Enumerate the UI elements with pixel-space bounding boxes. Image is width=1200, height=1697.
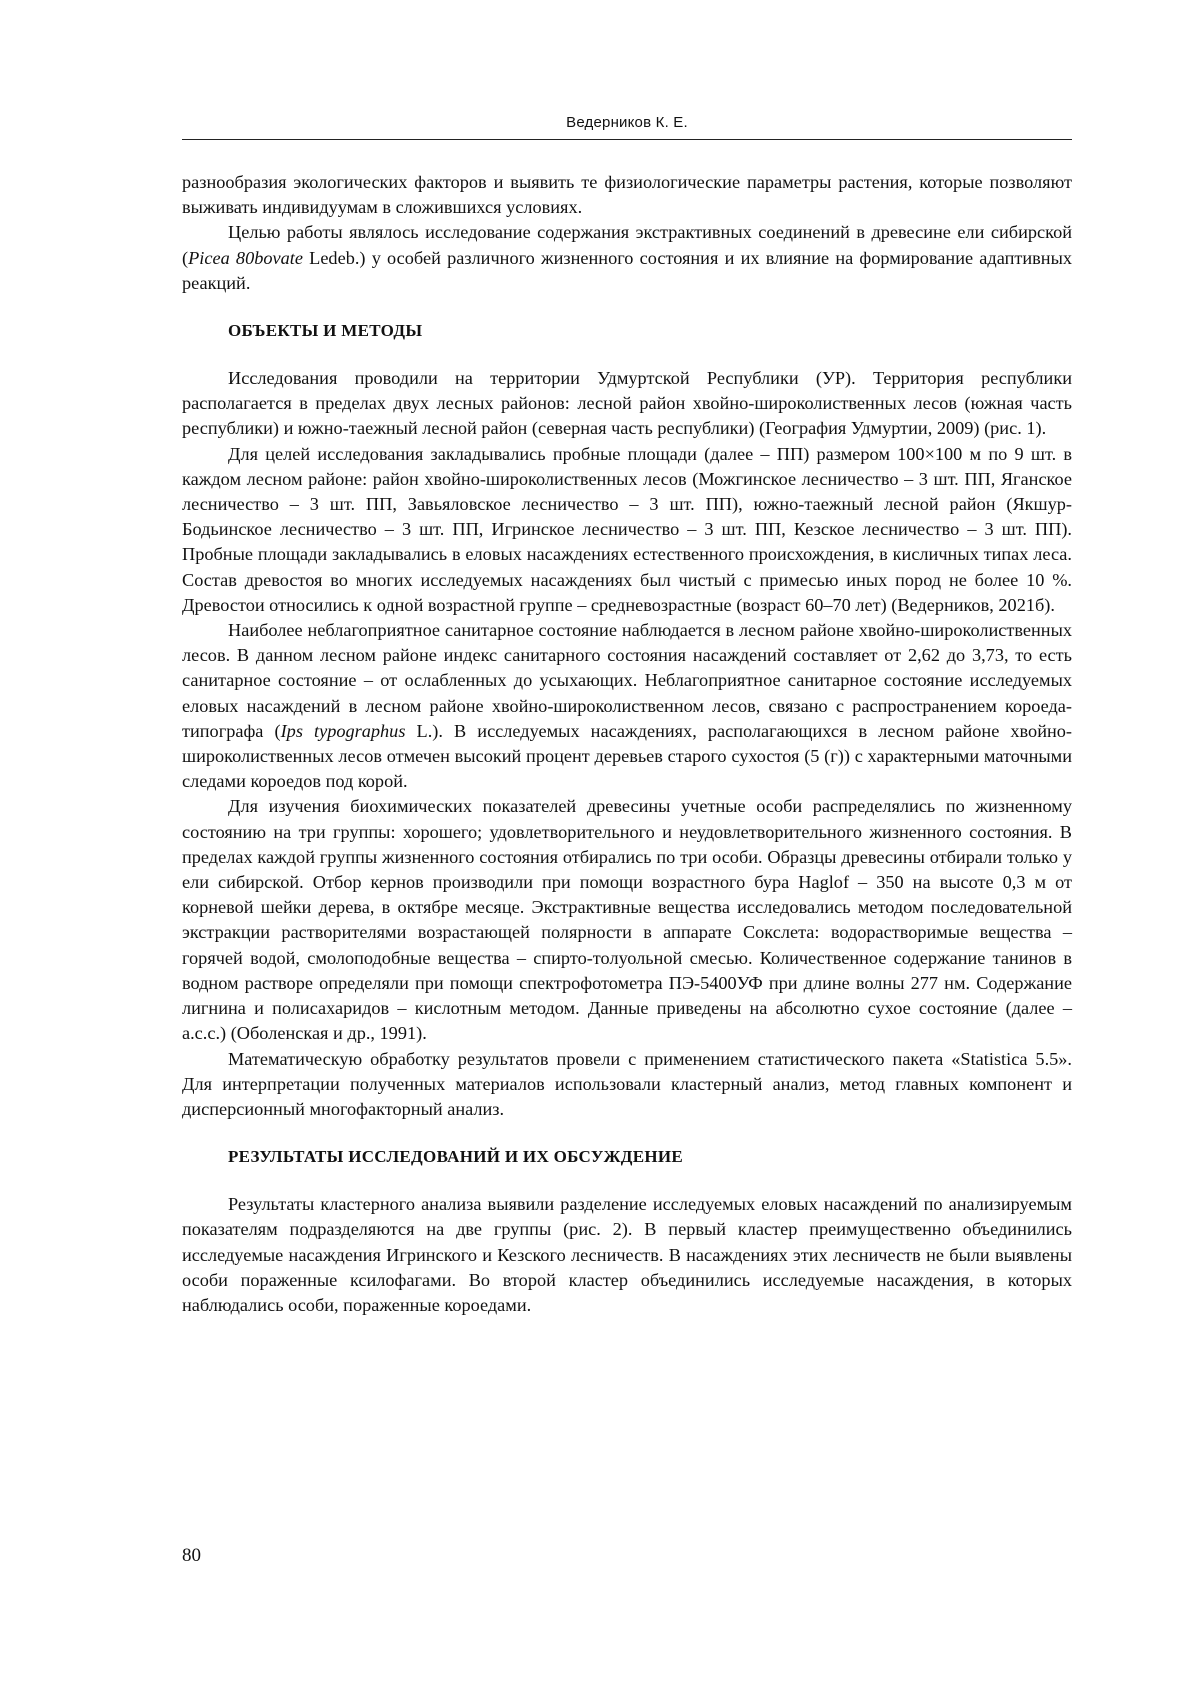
document-page — [182, 0, 1072, 1697]
paragraph-aim — [182, 220, 1072, 296]
running-head: Ведерников К. Е. — [566, 114, 688, 131]
paragraph-statistics: Математическую обработку результатов провели с применением статистического пакета «Statistica 5.5». Для интерпретации полученных материалов использовали кластерный анализ, метод главных компонент и дисперсионный многофакторный анализ. — [182, 1048, 1072, 1119]
paragraph-sanitary-state — [182, 618, 1072, 794]
paragraph-sanitary-text-2: L.). В исследуемых насаждениях, располагающихся в лесном районе хвойно-широколиственных лесов отмечен высокий процент деревьев старого сухостоя (5 (г)) с характерными маточными следами короедов под корой. — [182, 720, 1072, 792]
section-heading-results: РЕЗУЛЬТАТЫ ИССЛЕДОВАНИЙ И ИХ ОБСУЖДЕНИЕ — [228, 1147, 684, 1167]
paragraph-cluster-results: Результаты кластерного анализа выявили разделение исследуемых еловых насаждений по анализируемым показателям подразделяются на две группы (рис. 2). В первый кластер преимущественно объединились исследуемые насаждения Игринского и Кезского лесничеств. В насаждениях этих лесничеств не были выявлены особи пораженные ксилофагами. Во второй кластер объединились исследуемые насаждения, в которых наблюдались особи, пораженные короедами. — [182, 1194, 1072, 1315]
species-name-picea: Picea 80bovate — [188, 247, 303, 268]
paragraph-sample-plots: Для целей исследования закладывались пробные площади (далее – ПП) размером 100×100 м по 9 шт. в каждом лесном районе: район хвойно-широколиственных лесов (Можгинское лесничество – 3 шт. ПП, Яганское лесничество – 3 шт. ПП, Завьяловское лесничество – 3 шт. ПП), южно-таежный лесной район (Якшур-Бодьинское лесничество – 3 шт. ПП, Игринское лесничество – 3 шт. ПП, Кезское лесничество – 3 шт. ПП). Пробные площади закладывались в еловых насаждениях естественного происхождения, в кисличных типах леса. Состав древостоя во многих исследуемых насаждениях был чистый с примесью иных пород не более 10 %. Древостои относились к одной возрастной группе – средневозрастные (возраст 60–70 лет) (Ведерников, 2021б). — [182, 443, 1072, 615]
page-number: 80 — [182, 1545, 201, 1566]
article-body — [182, 170, 1072, 1318]
paragraph-continuation: разнообразия экологических факторов и выявить те физиологические параметры растения, которые позволяют выживать индивидуумам в сложившихся условиях. — [182, 172, 1072, 218]
paragraph-aim-text-2: Ledeb.) у особей различного жизненного состояния и их влияние на формирование адаптивных реакций. — [182, 247, 1072, 293]
section-heading-methods: ОБЪЕКТЫ И МЕТОДЫ — [228, 321, 423, 341]
paragraph-biochemistry: Для изучения биохимических показателей древесины учетные особи распределялись по жизненному состоянию на три группы: хорошего; удовлетворительного и неудовлетворительного жизненного состояния. В пределах каждой группы жизненного состояния отбирались по три особи. Образцы древесины отбирали только у ели сибирской. Отбор кернов производили при помощи возрастного бура Haglof – 350 на высоте 0,3 м от корневой шейки дерева, в октябре месяце. Экстрактивные вещества исследовались методом последовательной экстракции растворителями возрастающей полярности в аппарате Сокслета: водорастворимые вещества – горячей водой, смолоподобные вещества – спирто-толуольной смесью. Количественное содержание танинов в водном растворе определяли при помощи спектрофотометра ПЭ-5400УФ при длине волны 277 нм. Содержание лигнина и полисахаридов – кислотным методом. Данные приведены на абсолютно сухое состояние (далее – а.с.с.) (Оболенская и др., 1991). — [182, 796, 1072, 1044]
species-name-ips: Ips typographus — [280, 720, 406, 741]
paragraph-sanitary-text-1: Наиболее неблагоприятное санитарное состояние наблюдается в лесном районе хвойно-широколиственных лесов. В данном лесном районе индекс санитарного состояния насаждений составляет от 2,62 до 3,73, то есть санитарное состояние – от ослабленных до усыхающих. Неблагоприятное санитарное состояние исследуемых еловых насаждений в лесном районе хвойно-широколиственном лесов, связано с распространением короеда-типографа ( — [182, 620, 1072, 741]
paragraph-aim-text-1: Целью работы являлось исследование содержания экстрактивных соединений в древесине ели сибирской ( — [182, 222, 1072, 268]
header-rule — [182, 139, 1072, 140]
paragraph-study-area: Исследования проводили на территории Удмуртской Республики (УР). Территория республики располагается в пределах двух лесных районов: лесной район хвойно-широколиственных лесов (южная часть республики) и южно-таежный лесной район (северная часть республики) (География Удмуртии, 2009) (рис. 1). — [182, 368, 1072, 439]
